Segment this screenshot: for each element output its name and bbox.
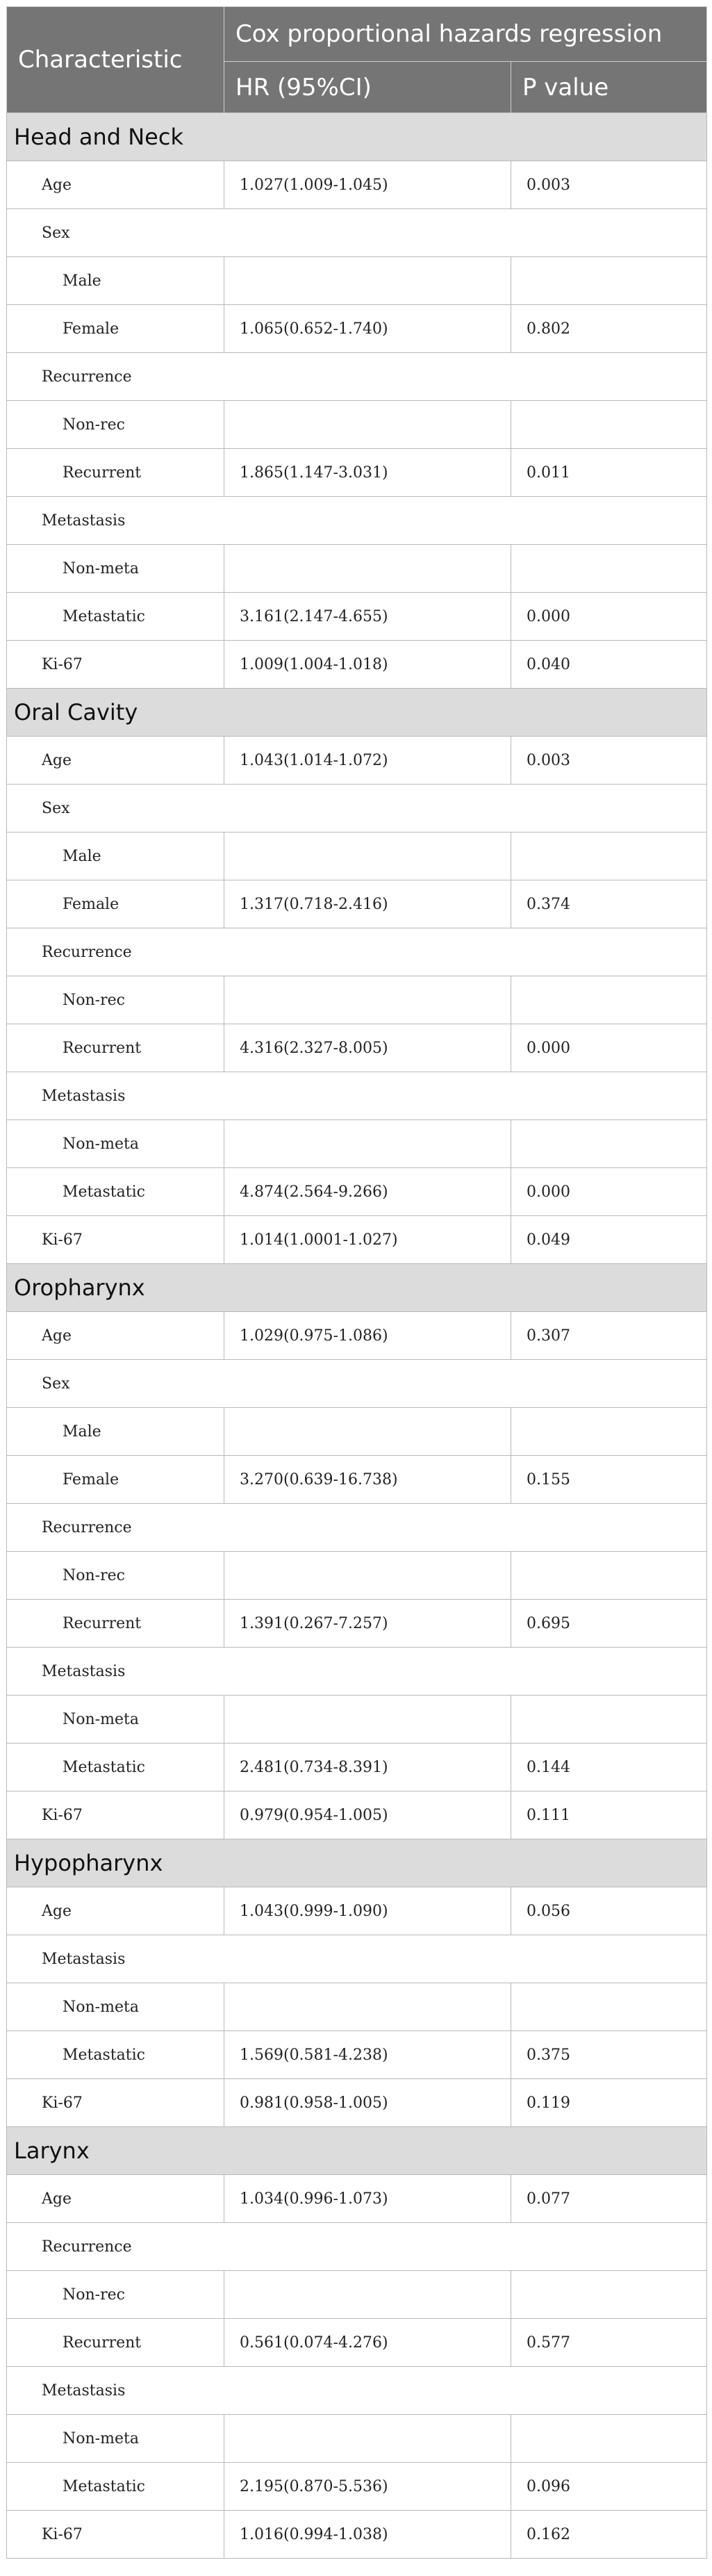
row-label: Age [7,1887,224,1935]
p-value [511,401,707,449]
table-row [7,880,707,928]
p-value [511,1408,707,1456]
table-row [7,401,707,449]
p-value: 0.056 [511,1887,707,1935]
row-label: Metastasis [7,1935,707,1983]
p-value: 0.375 [511,2031,707,2079]
hr-value [224,545,511,593]
hr-value: 2.195(0.870-5.536) [224,2463,511,2511]
hr-value [224,1983,511,2031]
table-row [7,1600,707,1648]
row-label: Recurrence [7,1504,707,1552]
row-label: Ki-67 [7,641,224,689]
row-label: Metastasis [7,2367,707,2415]
table-row [7,1456,707,1504]
table-row [7,1216,707,1264]
p-value: 0.003 [511,161,707,209]
hr-value: 1.029(0.975-1.086) [224,1312,511,1360]
table-row [7,2031,707,2079]
p-value: 0.040 [511,641,707,689]
p-value: 0.011 [511,449,707,497]
table-group-row [7,497,707,545]
table-row [7,832,707,880]
table-row [7,1552,707,1600]
hr-value [224,1408,511,1456]
header-p-value: P value [511,62,707,113]
table-row [7,1408,707,1456]
p-value: 0.111 [511,1791,707,1839]
p-value [511,1696,707,1744]
row-label: Sex [7,785,707,832]
table-row [7,1696,707,1744]
hr-value: 0.979(0.954-1.005) [224,1791,511,1839]
p-value [511,1120,707,1168]
row-label: Metastatic [7,2031,224,2079]
header-characteristic: Characteristic [7,7,224,113]
section-header-row [7,113,707,161]
p-value: 0.049 [511,1216,707,1264]
hr-value: 3.270(0.639-16.738) [224,1456,511,1504]
table-row [7,1791,707,1839]
cox-regression-table-container [6,6,706,2559]
table-group-row [7,353,707,401]
section-title: Hypopharynx [7,1839,707,1887]
hr-value: 1.014(1.0001-1.027) [224,1216,511,1264]
hr-value [224,832,511,880]
table-row [7,1024,707,1072]
table-row [7,641,707,689]
row-label: Male [7,257,224,305]
section-header-row [7,1264,707,1312]
hr-value: 1.865(1.147-3.031) [224,449,511,497]
row-label: Recurrence [7,353,707,401]
section-title: Larynx [7,2127,707,2175]
table-row [7,305,707,353]
hr-value: 0.981(0.958-1.005) [224,2079,511,2127]
p-value: 0.577 [511,2319,707,2367]
row-label: Non-rec [7,1552,224,1600]
hr-value: 1.569(0.581-4.238) [224,2031,511,2079]
row-label: Female [7,1456,224,1504]
hr-value: 3.161(2.147-4.655) [224,593,511,641]
table-row [7,2463,707,2511]
hr-value: 1.043(1.014-1.072) [224,737,511,785]
hr-value: 1.043(0.999-1.090) [224,1887,511,1935]
row-label: Non-meta [7,2415,224,2463]
row-label: Metastatic [7,1168,224,1216]
hr-value [224,1696,511,1744]
table-group-row [7,1072,707,1120]
table-row [7,2415,707,2463]
p-value [511,2271,707,2319]
row-label: Age [7,1312,224,1360]
row-label: Recurrent [7,2319,224,2367]
table-row [7,1120,707,1168]
hr-value [224,2415,511,2463]
table-header [7,7,707,113]
row-label: Metastatic [7,593,224,641]
table-row [7,1983,707,2031]
cox-regression-table [6,6,707,2559]
row-label: Metastatic [7,2463,224,2511]
section-header-row [7,689,707,737]
hr-value: 1.065(0.652-1.740) [224,305,511,353]
header-cox-group: Cox proportional hazards regression [224,7,707,62]
p-value: 0.307 [511,1312,707,1360]
row-label: Sex [7,1360,707,1408]
row-label: Ki-67 [7,2511,224,2559]
p-value: 0.003 [511,737,707,785]
hr-value [224,401,511,449]
section-title: Head and Neck [7,113,707,161]
p-value: 0.144 [511,1744,707,1791]
row-label: Sex [7,209,707,257]
table-row [7,2511,707,2559]
hr-value [224,2271,511,2319]
table-row [7,257,707,305]
section-header-row [7,1839,707,1887]
p-value: 0.119 [511,2079,707,2127]
table-row [7,976,707,1024]
row-label: Ki-67 [7,1216,224,1264]
table-row [7,2175,707,2223]
row-label: Metastatic [7,1744,224,1791]
p-value [511,2415,707,2463]
table-row [7,1887,707,1935]
row-label: Recurrent [7,1600,224,1648]
row-label: Recurrence [7,928,707,976]
table-row [7,1168,707,1216]
table-group-row [7,209,707,257]
hr-value [224,257,511,305]
p-value: 0.096 [511,2463,707,2511]
row-label: Recurrent [7,1024,224,1072]
p-value: 0.162 [511,2511,707,2559]
row-label: Non-meta [7,1983,224,2031]
header-hr: HR (95%CI) [224,62,511,113]
p-value: 0.000 [511,1024,707,1072]
hr-value: 2.481(0.734-8.391) [224,1744,511,1791]
table-row [7,545,707,593]
row-label: Male [7,832,224,880]
hr-value: 0.561(0.074-4.276) [224,2319,511,2367]
row-label: Non-meta [7,1120,224,1168]
table-row [7,449,707,497]
hr-value: 1.016(0.994-1.038) [224,2511,511,2559]
p-value: 0.155 [511,1456,707,1504]
row-label: Ki-67 [7,1791,224,1839]
p-value [511,1983,707,2031]
row-label: Age [7,2175,224,2223]
table-row [7,1312,707,1360]
row-label: Non-meta [7,1696,224,1744]
hr-value: 1.009(1.004-1.018) [224,641,511,689]
p-value: 0.695 [511,1600,707,1648]
row-label: Recurrence [7,2223,707,2271]
hr-value [224,1120,511,1168]
row-label: Non-meta [7,545,224,593]
p-value: 0.802 [511,305,707,353]
p-value [511,832,707,880]
section-title: Oral Cavity [7,689,707,737]
row-label: Recurrent [7,449,224,497]
p-value [511,257,707,305]
table-group-row [7,1504,707,1552]
p-value [511,976,707,1024]
hr-value: 4.316(2.327-8.005) [224,1024,511,1072]
section-title: Oropharynx [7,1264,707,1312]
table-row [7,161,707,209]
p-value: 0.000 [511,1168,707,1216]
row-label: Age [7,737,224,785]
row-label: Ki-67 [7,2079,224,2127]
table-group-row [7,785,707,832]
hr-value: 1.317(0.718-2.416) [224,880,511,928]
row-label: Female [7,305,224,353]
p-value [511,1552,707,1600]
p-value [511,545,707,593]
table-body [7,113,707,2559]
p-value: 0.077 [511,2175,707,2223]
hr-value: 1.391(0.267-7.257) [224,1600,511,1648]
table-row [7,2271,707,2319]
row-label: Female [7,880,224,928]
hr-value: 1.027(1.009-1.045) [224,161,511,209]
row-label: Non-rec [7,2271,224,2319]
row-label: Non-rec [7,976,224,1024]
hr-value: 4.874(2.564-9.266) [224,1168,511,1216]
table-row [7,1744,707,1791]
table-row [7,2079,707,2127]
table-group-row [7,2223,707,2271]
table-group-row [7,1648,707,1696]
p-value: 0.000 [511,593,707,641]
table-row [7,2319,707,2367]
table-group-row [7,1935,707,1983]
row-label: Age [7,161,224,209]
row-label: Metastasis [7,497,707,545]
row-label: Male [7,1408,224,1456]
table-row [7,737,707,785]
table-group-row [7,1360,707,1408]
table-row [7,593,707,641]
row-label: Metastasis [7,1648,707,1696]
section-header-row [7,2127,707,2175]
hr-value: 1.034(0.996-1.073) [224,2175,511,2223]
row-label: Metastasis [7,1072,707,1120]
table-group-row [7,2367,707,2415]
row-label: Non-rec [7,401,224,449]
p-value: 0.374 [511,880,707,928]
table-group-row [7,928,707,976]
hr-value [224,976,511,1024]
hr-value [224,1552,511,1600]
